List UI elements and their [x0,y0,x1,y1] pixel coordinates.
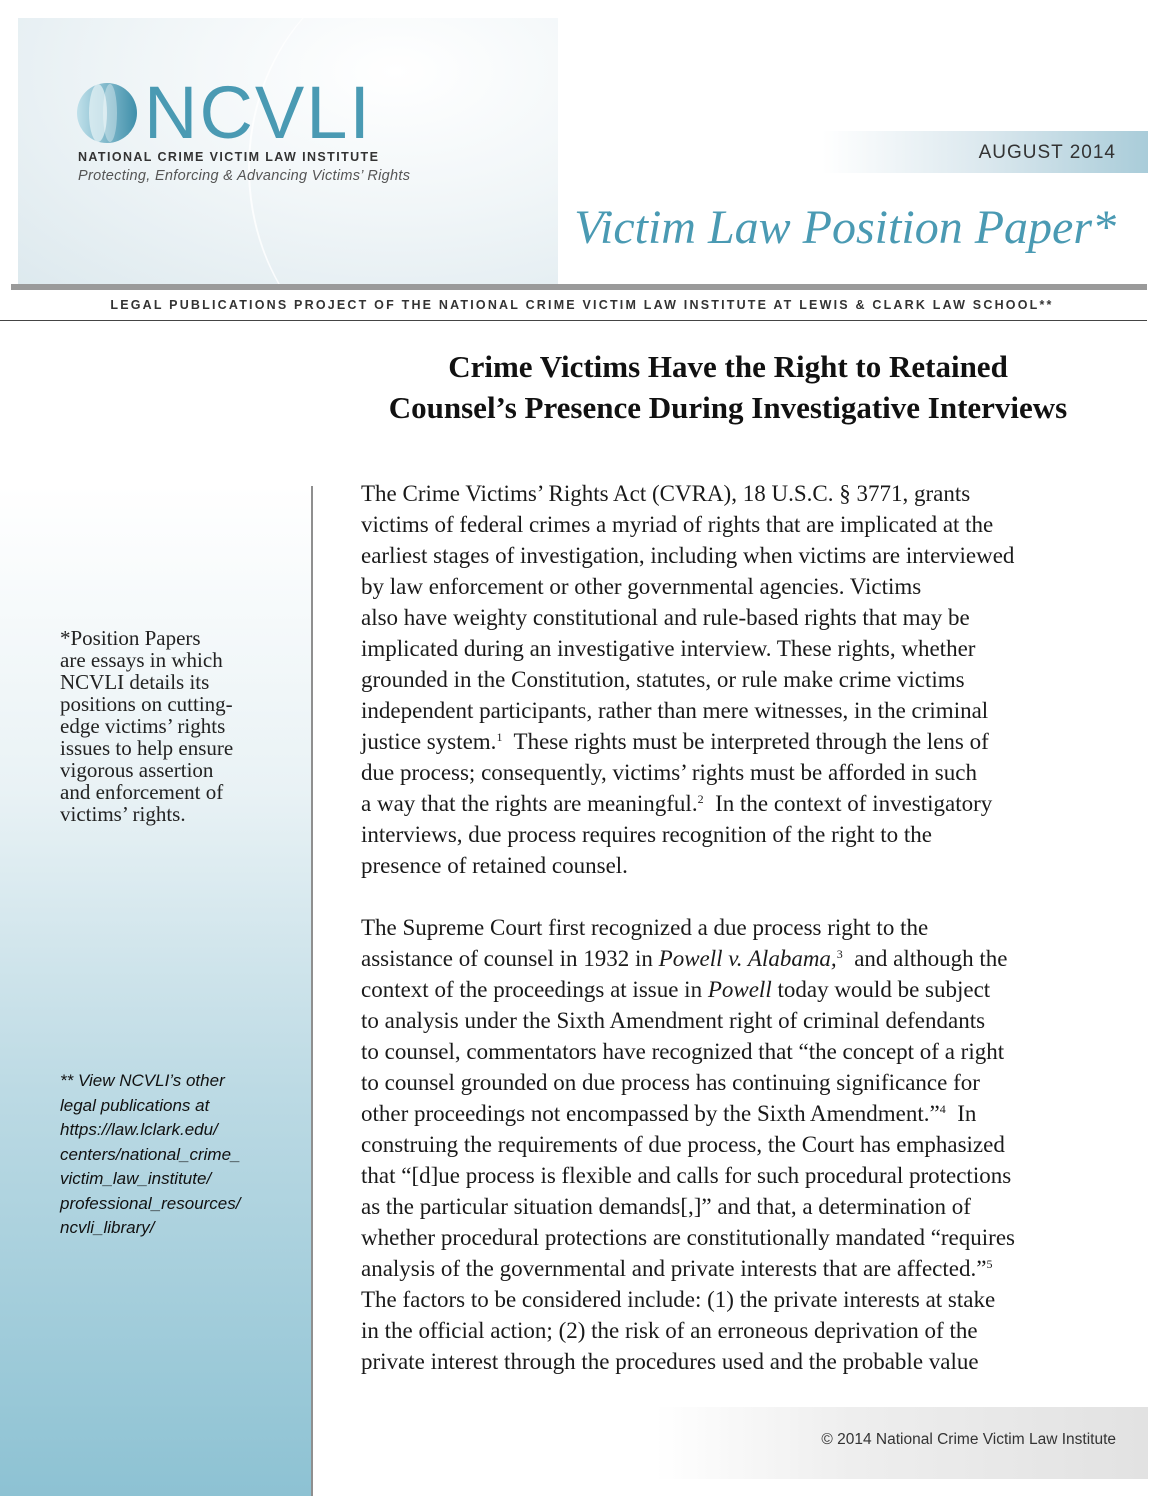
url-line[interactable]: professional_resources/ [60,1193,241,1213]
text-segment: In [945,1101,977,1126]
url-line[interactable]: https://law.lclark.edu/ [60,1120,218,1139]
text-line: also have weighty constitutional and rule-based rights that may be [361,605,970,630]
publications-link-note [60,1069,275,1241]
text-segment: These rights must be interpreted through the lens of [502,729,989,754]
note-line: *Position Papers [60,626,201,650]
text-line: earliest stages of investigation, including when victims are interviewed [361,543,1015,568]
note-line: and enforcement of [60,780,224,804]
text-line [361,726,1121,757]
text-line: to counsel, commentators have recognized that “the concept of a right [361,1039,1005,1064]
organization-tagline: Protecting, Enforcing & Advancing Victims’ Rights [78,168,411,184]
note-line: vigorous assertion [60,758,214,782]
publication-project-line: LEGAL PUBLICATIONS PROJECT OF THE NATIONAL CRIME VICTIM LAW INSTITUTE AT LEWIS & CLARK LAW SCHOOL** [110,298,1054,312]
text-line: whether procedural protections are constitutionally mandated “requires [361,1225,1015,1250]
position-paper-note [60,627,275,825]
footer-box [655,1407,1148,1479]
url-line[interactable]: ncvli_library/ [60,1218,155,1237]
text-line [361,1098,1121,1129]
text-line [361,974,1121,1005]
text-line: interviews, due process requires recognition of the right to the [361,822,933,847]
publication-date: AUGUST 2014 [978,142,1116,163]
title-line: Crime Victims Have the Right to Retained [448,349,1008,384]
text-line: private interest through the procedures used and the probable value [361,1349,979,1374]
note-line: positions on cutting- [60,692,233,716]
text-segment: assistance of counsel in 1932 in [361,946,659,971]
text-segment: justice system. [361,729,497,754]
sidebar-divider [311,486,313,1496]
footnote-ref[interactable]: 1 [496,730,503,744]
paragraph-1 [361,478,1121,881]
footnote-ref[interactable]: 4 [939,1102,946,1116]
footnote-ref[interactable]: 5 [986,1257,993,1271]
header-rule [0,320,1147,321]
note-line: victims’ rights. [60,802,186,826]
note-line: legal publications at [60,1095,210,1115]
text-segment: In the context of investigatory [703,791,993,816]
url-line[interactable]: centers/national_crime_ [60,1144,241,1164]
text-segment: context of the proceedings at issue in [361,977,708,1002]
text-line: presence of retained counsel. [361,853,628,878]
text-line: The Crime Victims’ Rights Act (CVRA), 18 U.S.C. § 3771, grants [361,481,971,506]
text-line: victims of federal crimes a myriad of rights that are implicated at the [361,512,994,537]
text-line: to analysis under the Sixth Amendment right of criminal defendants [361,1008,986,1033]
logo-wordmark: NCVLI [144,71,372,154]
case-citation: Powell [707,977,772,1002]
text-line: by law enforcement or other governmental agencies. Victims [361,574,922,599]
note-line: NCVLI details its [60,670,210,694]
text-line: The factors to be considered include: (1) the private interests at stake [361,1287,996,1312]
note-line: ** View NCVLI’s other [60,1071,225,1090]
copyright-notice: © 2014 National Crime Victim Law Institute [821,1431,1116,1448]
text-line: as the particular situation demands[,]” and that, a determination of [361,1194,971,1219]
text-segment: a way that the rights are meaningful. [361,791,698,816]
text-line [361,788,1121,819]
footnote-ref[interactable]: 3 [836,947,843,961]
text-line: The Supreme Court first recognized a due process right to the [361,915,929,940]
text-line: independent participants, rather than mere witnesses, in the criminal [361,698,989,723]
date-banner [822,131,1148,173]
title-line: Counsel’s Presence During Investigative Interviews [388,390,1068,425]
paragraph-2 [361,912,1121,1377]
text-segment: and although the [842,946,1008,971]
text-line: to counsel grounded on due process has continuing significance for [361,1070,980,1095]
text-line [361,1253,1121,1284]
publications-url[interactable] [60,1118,275,1241]
header-divider [11,284,1147,290]
body-text [361,478,1121,1408]
ncvli-logo [76,71,372,154]
text-line: grounded in the Constitution, statutes, or rule make crime victims [361,667,965,692]
text-line: that “[d]ue process is flexible and calls for such procedural protections [361,1163,1012,1188]
text-line: due process; consequently, victims’ rights must be afforded in such [361,760,977,785]
document-title [330,346,1126,428]
organization-name: NATIONAL CRIME VICTIM LAW INSTITUTE [78,150,380,164]
text-line [361,943,1121,974]
text-line: construing the requirements of due process, the Court has emphasized [361,1132,1005,1157]
text-segment: today would be subject [771,977,991,1002]
text-line: implicated during an investigative interview. These rights, whether [361,636,976,661]
ncvli-logo-icon [76,82,138,144]
text-line: in the official action; (2) the risk of an erroneous deprivation of the [361,1318,978,1343]
url-line[interactable]: victim_law_institute/ [60,1169,212,1188]
text-segment: other proceedings not encompassed by the Sixth Amendment.” [361,1101,940,1126]
footnote-ref[interactable]: 2 [697,792,704,806]
note-line: issues to help ensure [60,736,234,760]
case-citation: Powell v. Alabama, [658,946,837,971]
series-title: Victim Law Position Paper* [574,201,1116,254]
note-line: are essays in which [60,648,223,672]
note-line: edge victims’ rights [60,714,226,738]
text-segment: analysis of the governmental and private interests that are affected.” [361,1256,987,1281]
